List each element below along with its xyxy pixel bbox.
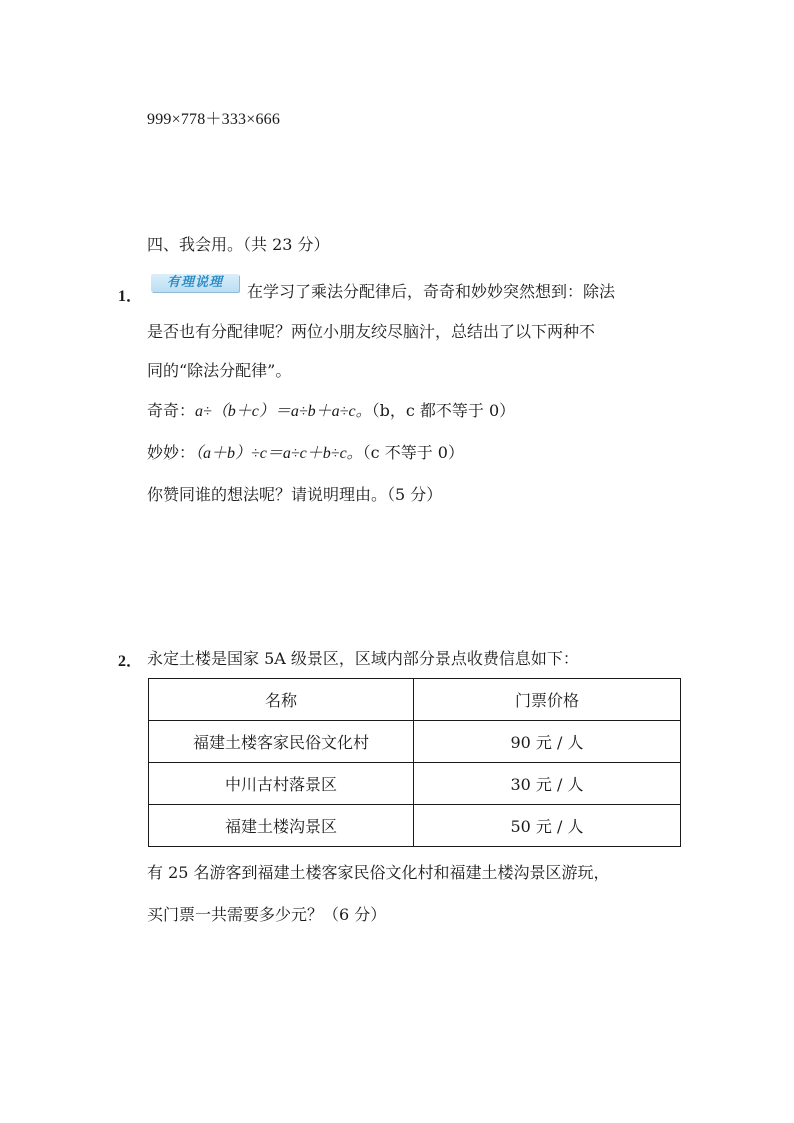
miaomiao-label: 妙妙： — [147, 443, 196, 462]
expression: 999×778＋333×666 — [147, 111, 281, 128]
miaomiao-line — [147, 440, 464, 463]
cell-price: 90 元 / 人 — [414, 721, 681, 763]
ticket-price-table — [148, 678, 681, 847]
cell-price: 30 元 / 人 — [414, 763, 681, 805]
q1-prompt: 你赞同谁的想法呢？请说明理由。（5 分） — [147, 485, 443, 504]
qiqi-formula: a÷（b＋c）＝a÷b＋a÷c。 — [195, 403, 372, 420]
table-row — [149, 805, 681, 847]
qiqi-line — [147, 398, 515, 421]
q1-line2: 是否也有分配律呢？两位小朋友绞尽脑汁，总结出了以下两种不 — [147, 322, 596, 341]
q1-line1: 在学习了乘法分配律后，奇奇和妙妙突然想到：除法 — [247, 282, 616, 301]
q2-line2: 买门票一共需要多少元？（6 分） — [147, 905, 387, 924]
qiqi-label: 奇奇： — [147, 401, 196, 420]
table-row — [149, 763, 681, 805]
q2-line1: 有 25 名游客到福建土楼客家民俗文化村和福建土楼沟景区游玩， — [147, 863, 610, 882]
cell-name: 福建土楼沟景区 — [149, 805, 414, 847]
q2-intro: 永定土楼是国家 5A 级景区，区域内部分景点收费信息如下： — [147, 649, 579, 668]
miaomiao-note: （c 不等于 0） — [362, 443, 464, 462]
table-header-row — [149, 679, 681, 721]
qiqi-note: （b，c 都不等于 0） — [371, 401, 516, 420]
section-title: 四、我会用。（共 23 分） — [147, 235, 330, 254]
q1-line3: 同的“除法分配律”。 — [147, 361, 292, 380]
cell-price: 50 元 / 人 — [414, 805, 681, 847]
q1-badge — [151, 274, 239, 292]
q1-number: 1． — [118, 288, 143, 305]
q2-number: 2． — [118, 653, 143, 670]
q1-badge-label: 有理说理 — [166, 275, 223, 290]
header-price: 门票价格 — [414, 679, 681, 721]
header-name: 名称 — [149, 679, 414, 721]
table-row — [149, 721, 681, 763]
miaomiao-formula: （a＋b）÷c＝a÷c＋b÷c。 — [195, 445, 363, 462]
cell-name: 福建土楼客家民俗文化村 — [149, 721, 414, 763]
cell-name: 中川古村落景区 — [149, 763, 414, 805]
